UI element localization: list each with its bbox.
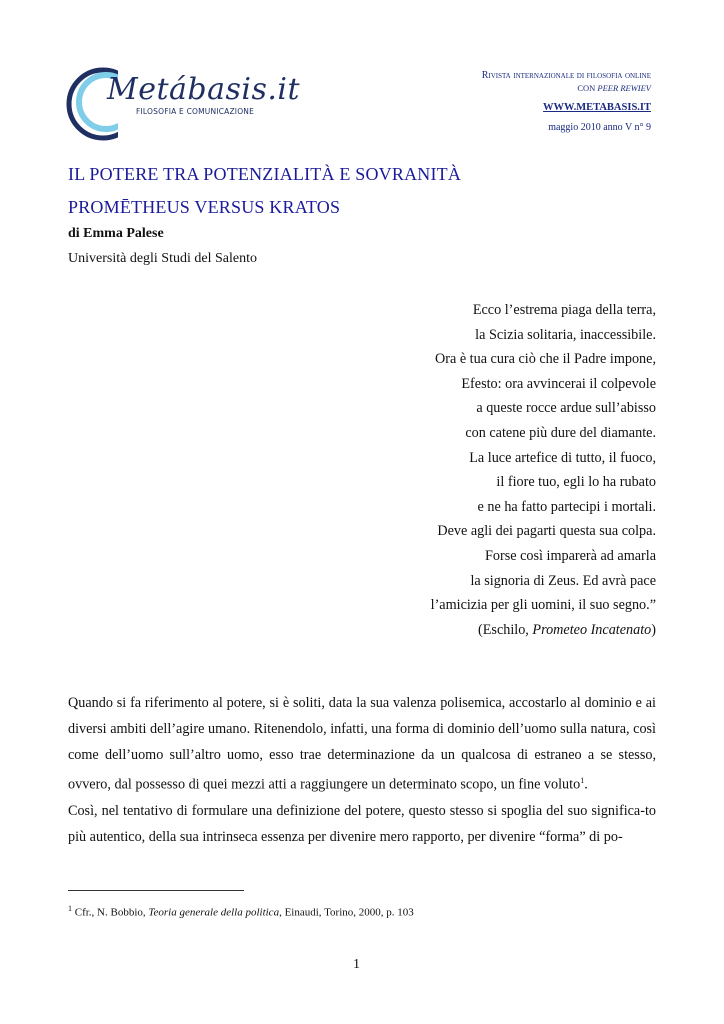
citation-suffix: ) <box>651 621 656 638</box>
peer-italic: PEER REWIEV <box>597 83 651 93</box>
footnote-title: Teoria generale della politica <box>148 906 280 919</box>
author-affiliation: Università degli Studi del Salento <box>68 251 257 266</box>
footnote-divider <box>68 890 244 891</box>
footnote-ref-link[interactable]: 1 <box>580 776 585 785</box>
body-paragraph <box>68 690 656 798</box>
article-body <box>68 690 656 850</box>
footnote <box>68 904 414 919</box>
footnote-suffix: , Einaudi, Torino, 2000, p. 103 <box>279 906 414 919</box>
footnote-mark: 1 <box>68 904 72 913</box>
logo-subtitle: FILOSOFIA E COMUNICAZIONE <box>136 107 255 116</box>
poem-line: con catene più dure del diamante. <box>465 424 656 441</box>
peer-prefix: CON <box>577 83 596 93</box>
issue-date: maggio 2010 anno V n° 9 <box>548 122 651 133</box>
metabasis-logo[interactable] <box>66 66 301 142</box>
epigraph-poem <box>431 298 656 642</box>
article-author: di Emma Palese <box>68 226 164 241</box>
poem-line: Efesto: ora avvincerai il colpevole <box>461 375 656 392</box>
journal-header <box>482 70 651 134</box>
journal-name: Rivista internazionale di filosofia online <box>481 70 651 81</box>
poem-line: Ecco l’estrema piaga della terra, <box>472 302 656 318</box>
citation-work: Prometeo Incatenato <box>532 621 652 638</box>
article-subtitle: PROMĒTHEUS VERSUS KRATOS <box>68 197 341 217</box>
page-number: 1 <box>353 957 360 972</box>
poem-line: Forse così imparerà ad amarla <box>485 547 656 564</box>
poem-line: e ne ha fatto partecipi i mortali. <box>477 498 656 515</box>
poem-line: l’amicizia per gli uomini, il suo segno.” <box>430 597 656 614</box>
citation-prefix: (Eschilo, <box>478 621 533 638</box>
journal-url-link[interactable]: WWW.METABASIS.IT <box>543 102 651 113</box>
article-title: IL POTERE TRA POTENZIALITÀ E SOVRANITÀ <box>68 164 462 184</box>
paragraph-end: . <box>584 776 588 793</box>
body-paragraph: Così, nel tentativo di formulare una definizione del potere, questo stesso si spoglia del suo significa-to più autentico, della sua intrinseca essenza per divenire mero rapporto, per divenire “forma” di po- <box>68 802 656 845</box>
poem-line: a queste rocce ardue sull’abisso <box>476 400 656 417</box>
logo-name: Metábasis.it <box>107 72 301 107</box>
poem-line: La luce artefice di tutto, il fuoco, <box>469 449 656 466</box>
paragraph-text: Quando si fa riferimento al potere, si è soliti, data la sua valenza polisemica, accostarlo al dominio e ai diversi ambiti dell’agire umano. Ritenendolo, infatti, una forma di dominio dell’uomo sulla natura, così come dell’uomo sull’altro uomo, esso trae determinazione da un qualcosa di estraneo a se stesso, ovvero, dal possesso di quei mezzi atti a raggiungere un determinato scopo, un fine voluto <box>68 695 656 793</box>
poem-line: Deve agli dei pagarti questa sua colpa. <box>437 523 656 540</box>
poem-line: la signoria di Zeus. Ed avrà pace <box>470 572 656 589</box>
poem-line: il fiore tuo, egli lo ha rubato <box>496 474 656 491</box>
poem-line: la Scizia solitaria, inaccessibile. <box>475 326 656 343</box>
poem-citation <box>431 618 656 643</box>
peer-review-note <box>482 82 651 94</box>
footnote-prefix: Cfr., N. Bobbio, <box>72 906 149 919</box>
poem-line: Ora è tua cura ciò che il Padre impone, <box>435 351 656 368</box>
